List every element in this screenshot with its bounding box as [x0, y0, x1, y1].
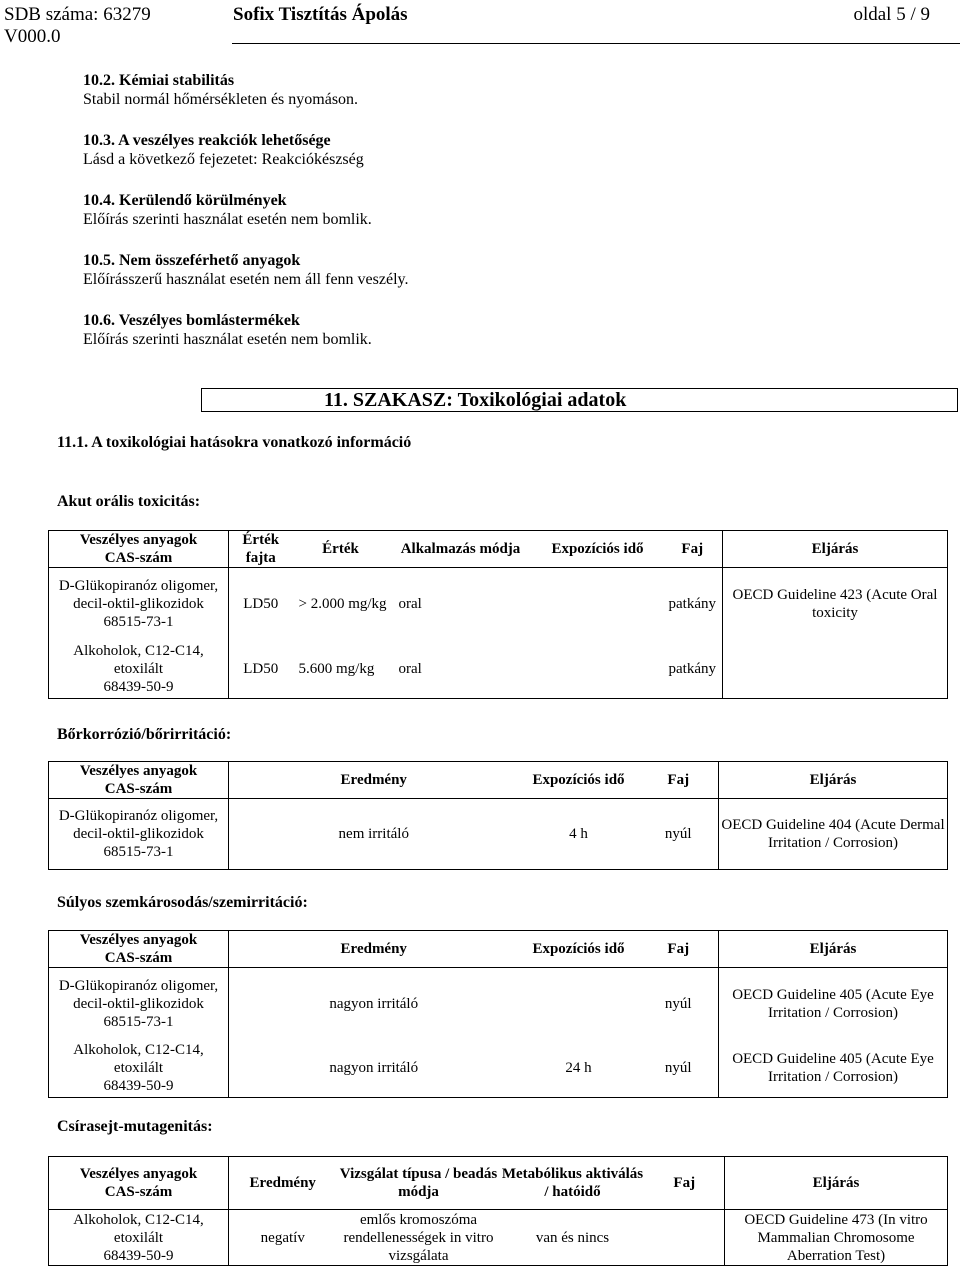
table-row	[49, 568, 948, 640]
header-value-type: Érték fajta	[229, 531, 293, 568]
cell-substance: Alkoholok, C12-C14, etoxilált 68439-50-9	[49, 1210, 229, 1266]
header-activation: Metabólikus aktiválás / hatóidő	[501, 1157, 645, 1210]
cell-substance: Alkoholok, C12-C14, etoxilált 68439-50-9	[49, 1040, 229, 1098]
table-row	[49, 1210, 948, 1266]
sdb-number: SDB száma: 63279	[4, 4, 151, 25]
section-text: Előírásszerű használat esetén nem áll fenn veszély.	[83, 271, 409, 288]
cell-exposure	[519, 968, 639, 1040]
cell-method: OECD Guideline 405 (Acute Eye Irritation / Corrosion)	[719, 968, 948, 1040]
cell-species: patkány	[668, 595, 716, 612]
acute-oral-table	[48, 530, 948, 699]
header-species: Faj	[639, 762, 719, 799]
cell-species: patkány	[668, 660, 716, 677]
header-method: Eljárás	[719, 762, 948, 799]
section-10-2	[83, 71, 358, 109]
page-number: oldal 5 / 9	[853, 4, 930, 25]
cell-method: OECD Guideline 404 (Acute Dermal Irritation / Corrosion)	[719, 799, 948, 870]
muta-title: Csírasejt-mutagenitás:	[57, 1118, 213, 1135]
cell-route: oral	[398, 595, 422, 612]
table-row	[49, 968, 948, 1040]
header-result: Eredmény	[229, 931, 519, 968]
cell-result: nagyon irritáló	[329, 995, 419, 1012]
header-species: Faj	[663, 531, 723, 568]
section-text: Előírás szerinti használat esetén nem bomlik.	[83, 211, 372, 228]
header-test: Vizsgálat típusa / beadás módja	[337, 1157, 501, 1210]
section-11-title: 11. SZAKASZ: Toxikológiai adatok	[324, 389, 627, 411]
eye-title: Súlyos szemkárosodás/szemirritáció:	[57, 894, 308, 911]
cell-substance: D-Glükopiranóz oligomer, decil-oktil-glikozidok 68515-73-1	[49, 968, 229, 1040]
section-text: Lásd a következő fejezetet: Reakciókészség	[83, 151, 364, 168]
cell-route: oral	[398, 660, 422, 677]
header-substance: Veszélyes anyagok CAS-szám	[49, 1157, 229, 1210]
table-header-row	[49, 531, 948, 568]
eye-table	[48, 930, 948, 1098]
cell-test: emlős kromoszóma rendellenességek in vitro vizsgálata	[343, 1211, 494, 1264]
version: V000.0	[4, 26, 61, 47]
table-header-row	[49, 762, 948, 799]
cell-species: nyúl	[664, 1060, 692, 1077]
section-10-3	[83, 131, 364, 169]
cell-exposure	[533, 568, 663, 640]
skin-title: Bőrkorrózió/bőrirritáció:	[57, 726, 232, 743]
acute-oral-title: Akut orális toxicitás:	[57, 493, 201, 510]
cell-value: 5.600 mg/kg	[298, 660, 375, 677]
header-substance: Veszélyes anyagok CAS-szám	[49, 762, 229, 799]
section-title: 10.4. Kerülendő körülmények	[83, 192, 287, 209]
cell-substance: D-Glükopiranóz oligomer, decil-oktil-glikozidok 68515-73-1	[49, 799, 229, 870]
subsection-11-1: 11.1. A toxikológiai hatásokra vonatkozó információ	[57, 434, 412, 451]
cell-value-type: LD50	[243, 595, 279, 612]
table-header-row	[49, 1157, 948, 1210]
section-11-banner	[201, 388, 958, 412]
cell-activation: van és nincs	[535, 1229, 610, 1246]
cell-substance: D-Glükopiranóz oligomer, decil-oktil-glikozidok 68515-73-1	[49, 568, 229, 640]
cell-exposure	[533, 640, 663, 699]
header-route: Alkalmazás módja	[389, 531, 533, 568]
header-method: Eljárás	[723, 531, 948, 568]
muta-table	[48, 1156, 948, 1266]
table-row	[49, 799, 948, 870]
table-row	[49, 640, 948, 699]
cell-substance: Alkoholok, C12-C14, etoxilált 68439-50-9	[49, 640, 229, 699]
cell-exposure: 24 h	[565, 1060, 592, 1077]
cell-method: OECD Guideline 405 (Acute Eye Irritation / Corrosion)	[719, 1040, 948, 1098]
cell-value-type: LD50	[243, 660, 279, 677]
section-title: 10.6. Veszélyes bomlástermékek	[83, 312, 300, 329]
section-title: 10.3. A veszélyes reakciók lehetősége	[83, 132, 331, 149]
cell-method	[723, 640, 948, 699]
header-species: Faj	[639, 931, 719, 968]
header-substance: Veszélyes anyagok CAS-szám	[49, 931, 229, 968]
cell-result: nagyon irritáló	[329, 1060, 419, 1077]
section-10-4	[83, 191, 372, 229]
header-method: Eljárás	[719, 931, 948, 968]
header-substance: Veszélyes anyagok CAS-szám	[49, 531, 229, 568]
cell-exposure: 4 h	[569, 826, 588, 842]
header-exposure: Expozíciós idő	[533, 531, 663, 568]
cell-result: negatív	[260, 1229, 305, 1246]
header-result: Eredmény	[229, 762, 519, 799]
cell-species	[645, 1210, 725, 1266]
section-10-5	[83, 251, 408, 289]
header-exposure: Expozíciós idő	[519, 931, 639, 968]
table-header-row	[49, 931, 948, 968]
header-method: Eljárás	[725, 1157, 948, 1210]
header-result: Eredmény	[229, 1157, 337, 1210]
skin-table	[48, 761, 948, 870]
section-text: Stabil normál hőmérsékleten és nyomáson.	[83, 91, 359, 108]
section-text: Előírás szerinti használat esetén nem bomlik.	[83, 331, 372, 348]
cell-value: > 2.000 mg/kg	[298, 595, 387, 612]
header-rule	[232, 43, 960, 44]
cell-method: OECD Guideline 473 (In vitro Mammalian Chromosome Aberration Test)	[725, 1210, 948, 1266]
cell-species: nyúl	[664, 826, 692, 842]
header-value: Érték	[293, 531, 389, 568]
cell-method: OECD Guideline 423 (Acute Oral toxicity	[723, 568, 948, 640]
cell-result: nem irritáló	[338, 826, 409, 842]
table-row	[49, 1040, 948, 1098]
section-10-6	[83, 311, 372, 349]
section-title: 10.5. Nem összeférhető anyagok	[83, 252, 301, 269]
header-exposure: Expozíciós idő	[519, 762, 639, 799]
product-name: Sofix Tisztítás Ápolás	[233, 4, 408, 25]
cell-species: nyúl	[664, 995, 692, 1012]
section-title: 10.2. Kémiai stabilitás	[83, 72, 235, 89]
header-species: Faj	[645, 1157, 725, 1210]
